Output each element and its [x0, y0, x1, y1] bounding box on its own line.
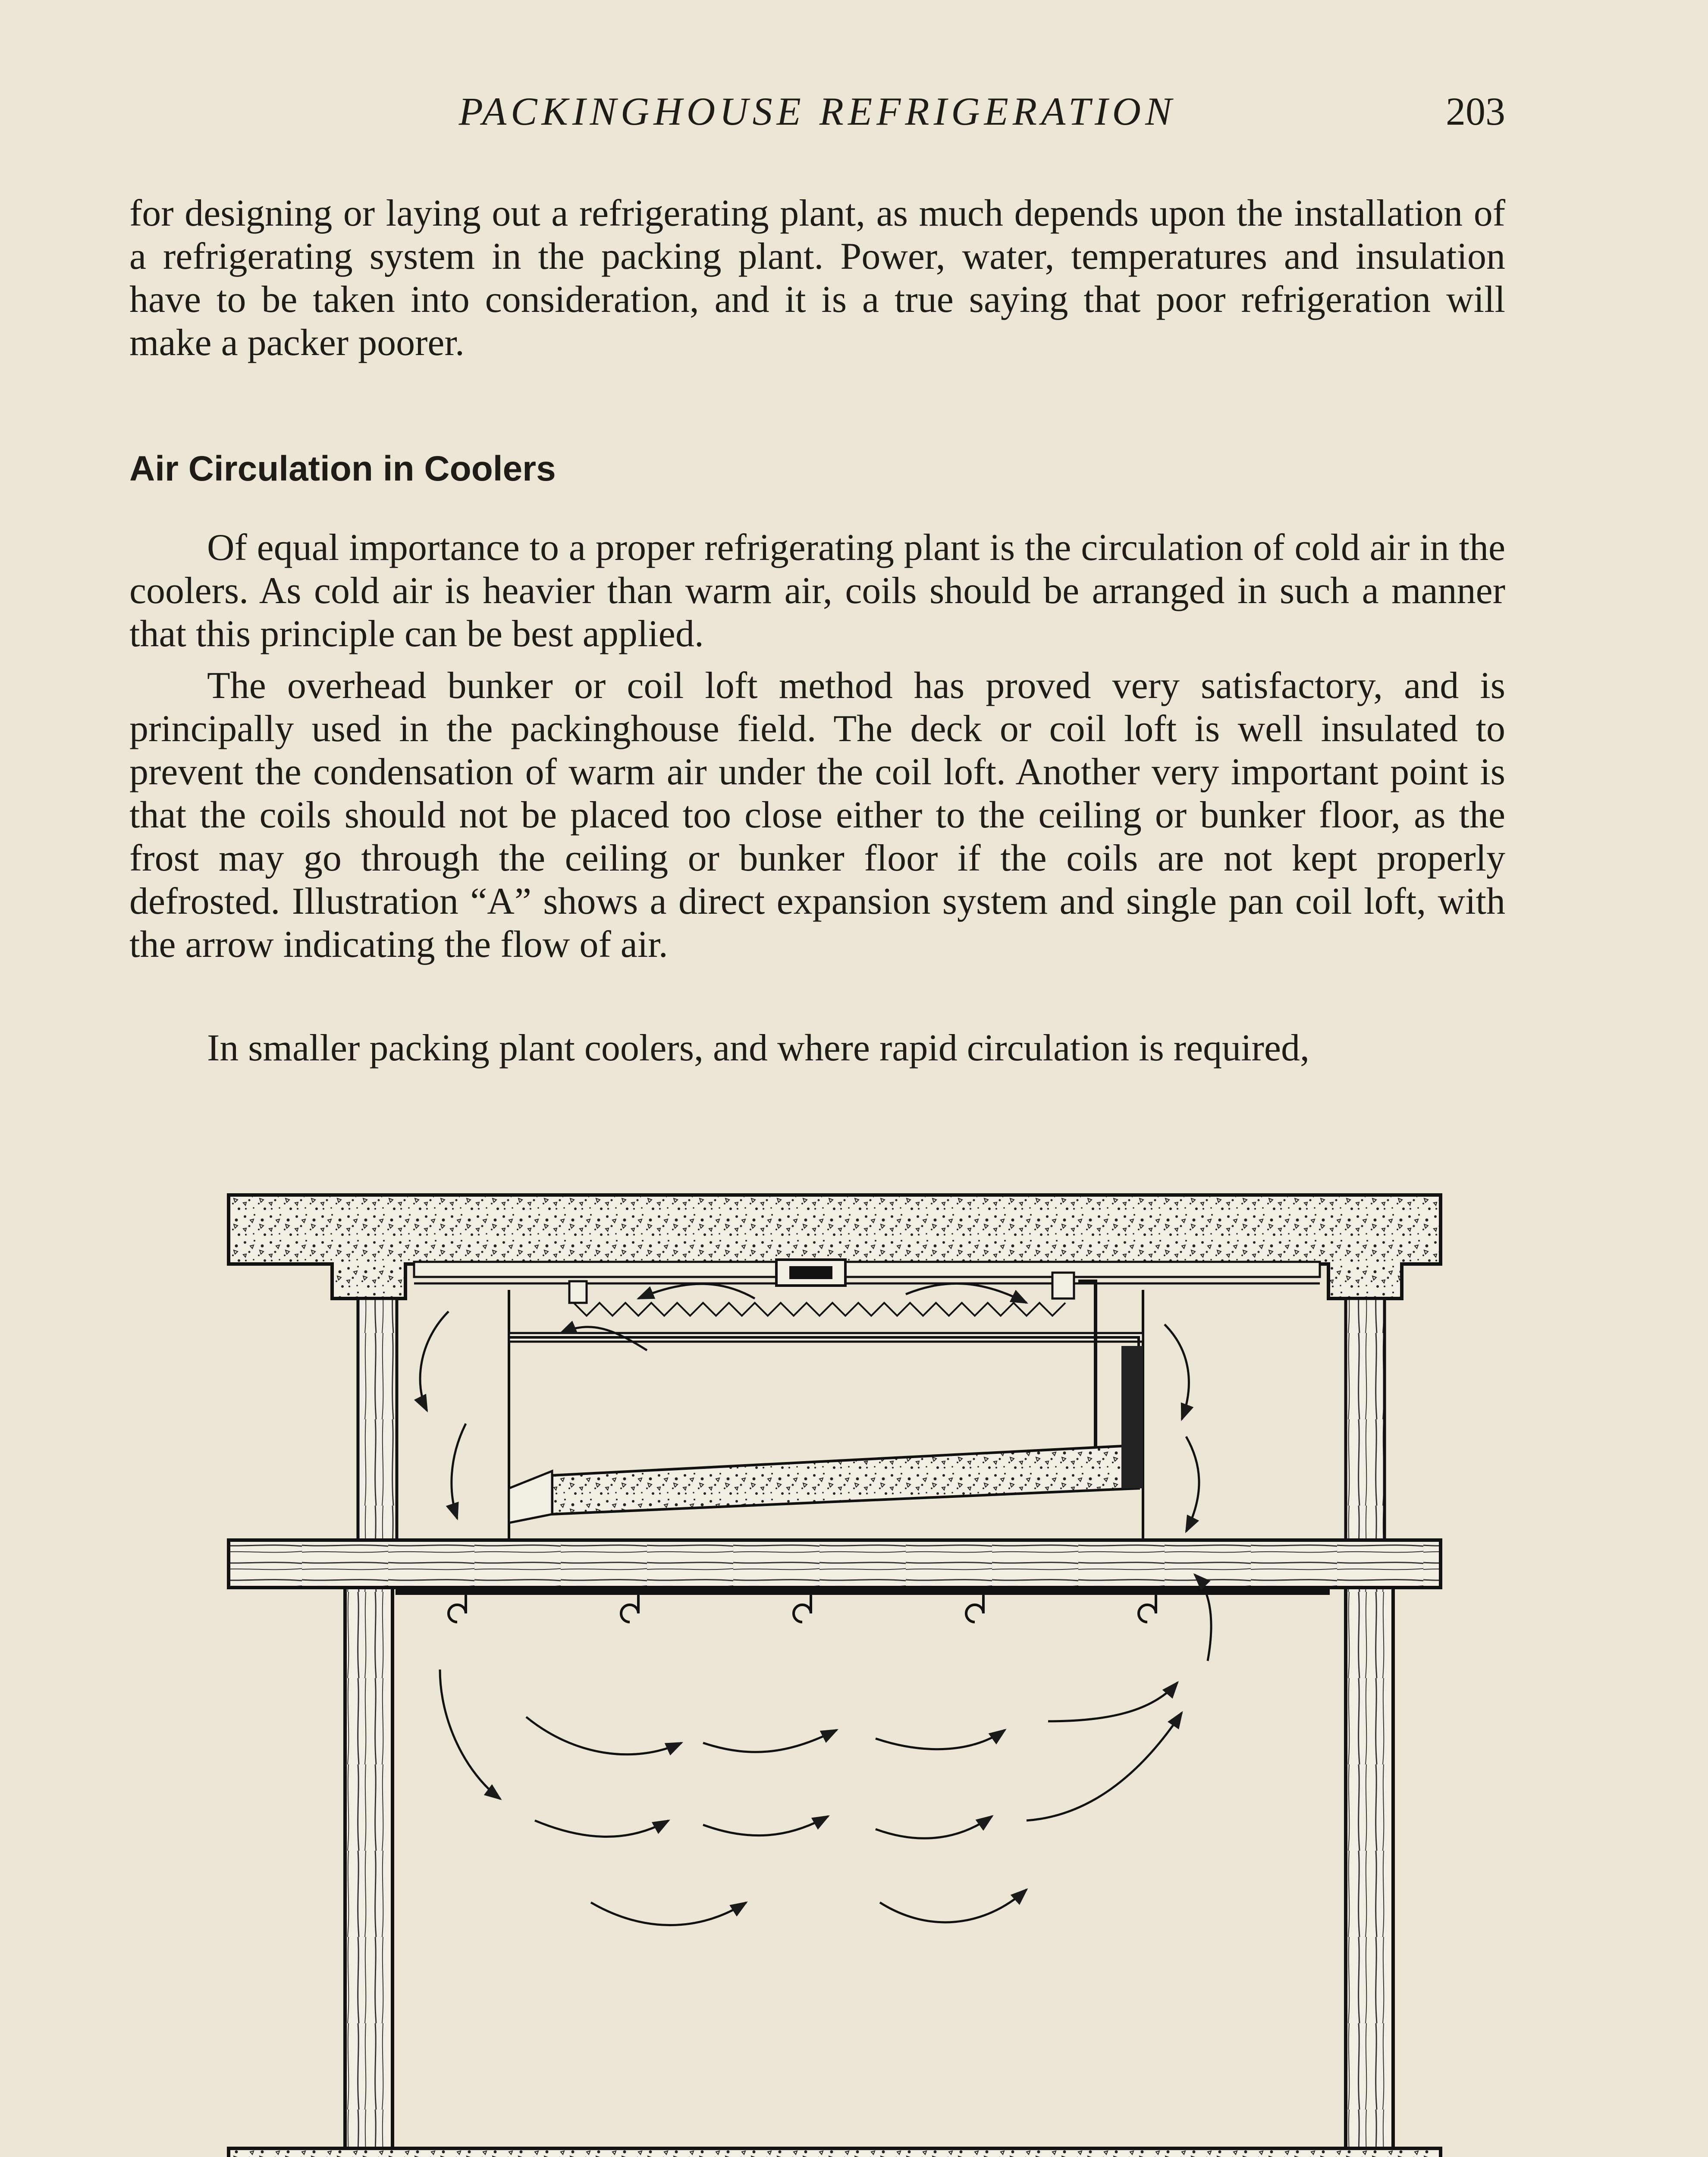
section-heading: Air Circulation in Coolers [129, 449, 556, 488]
paragraph-1: for designing or laying out a refrigerating plant, as much depends upon the installation of a refrigerating system in the packing plant. Power, water, temperatures and insulation have to be taken into consideration, and it is a true saying that poor refrigeration will make a packer poorer. [129, 192, 1505, 364]
page-header [129, 88, 1505, 140]
right-lower-column [1346, 1588, 1393, 2148]
page-number: 203 [1446, 89, 1505, 133]
floor-beam [229, 1540, 1441, 1588]
curtain-system-illustration [216, 1160, 1449, 2157]
left-lower-column [345, 1588, 392, 2148]
meat-rails [397, 1588, 1328, 1622]
running-head: PACKINGHOUSE REFRIGERATION [458, 89, 1176, 133]
paragraph-4: In smaller packing plant coolers, and where rapid circulation is required, [207, 1027, 1309, 1069]
air-flow-arrows [420, 1283, 1211, 1925]
paragraph-3: The overhead bunker or coil loft method has proved very satisfactory, and is principally used in the packinghouse field. The deck or coil loft is well insulated to prevent the condensation of warm air under the coil loft. Another very important point is that the coils should not be placed too close either to the ceiling or bunker floor, as the frost may go through the ceiling or bunker floor if the coils are not kept properly defrosted. Illustration “A” shows a direct expansion system and single pan coil loft, with the arrow indicating the flow of air. [129, 665, 1505, 965]
paragraph-2: Of equal importance to a proper refrigerating plant is the circulation of cold air in the coolers. As cold air is heavier than warm air, coils should be arranged in such a manner that this principle can be best applied. [129, 527, 1505, 655]
coil-loft [509, 1260, 1143, 1575]
floor-slab [229, 2148, 1441, 2157]
